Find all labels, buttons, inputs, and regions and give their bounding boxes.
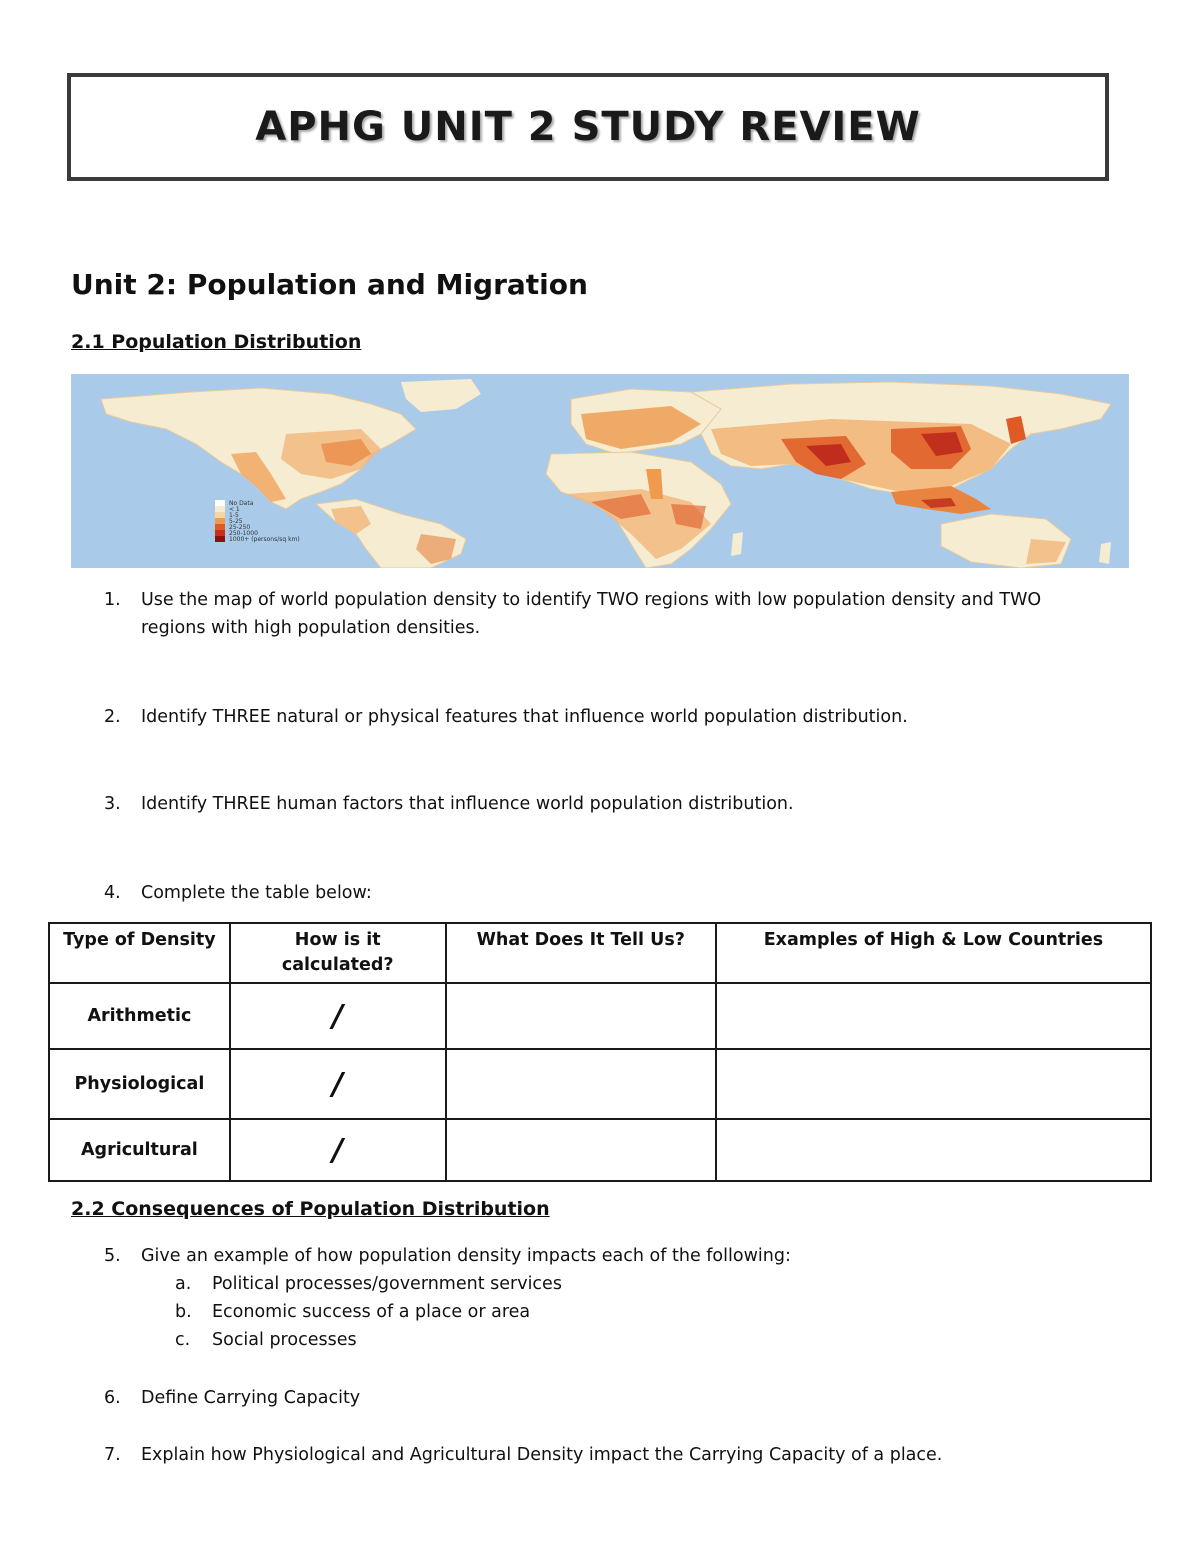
header-calculation: How is it calculated? [230, 923, 446, 983]
meaning-cell[interactable] [446, 983, 716, 1049]
fraction-slash: / [332, 1132, 344, 1168]
question-number: 6. [104, 1388, 121, 1408]
question-4 [104, 879, 1104, 907]
examples-cell[interactable] [716, 983, 1151, 1049]
question-1 [104, 586, 1104, 642]
question-text: Explain how Physiological and Agricultural Density impact the Carrying Capacity of a place. [141, 1445, 943, 1465]
question-3 [104, 790, 1104, 818]
legend-label: 25-250 [229, 524, 251, 531]
row-type: Arithmetic [49, 983, 230, 1049]
meaning-cell[interactable] [446, 1049, 716, 1119]
table-header-row [49, 923, 1151, 983]
question-number: 7. [104, 1445, 121, 1465]
title-box [67, 73, 1109, 181]
map-graphic [71, 374, 1129, 568]
question-number: 5. [104, 1246, 121, 1266]
question-5 [104, 1242, 1104, 1270]
sub-letter: b. [175, 1302, 192, 1322]
question-text: Use the map of world population density to identify TWO regions with low population density and TWO regions with high population densities. [141, 590, 1042, 638]
table-row [49, 1049, 1151, 1119]
unit-heading: Unit 2: Population and Migration [71, 268, 588, 301]
legend-label: 250-1000 [229, 530, 258, 537]
world-population-density-map [71, 374, 1129, 568]
question-text: Define Carrying Capacity [141, 1388, 361, 1408]
sub-question-b [175, 1298, 530, 1326]
section-heading-2-1: 2.1 Population Distribution [71, 331, 362, 353]
question-7 [104, 1441, 1104, 1469]
question-text: Give an example of how population density impacts each of the following: [141, 1246, 791, 1266]
sub-text: Social processes [212, 1330, 357, 1350]
sub-text: Political processes/government services [212, 1274, 562, 1294]
fraction-slash: / [332, 1066, 344, 1102]
legend-label: No Data [229, 500, 254, 507]
question-text: Complete the table below: [141, 883, 372, 903]
question-number: 2. [104, 707, 121, 727]
legend-label: 5-25 [229, 518, 243, 525]
sub-letter: c. [175, 1330, 191, 1350]
sub-text: Economic success of a place or area [212, 1302, 531, 1322]
sub-question-a [175, 1270, 562, 1298]
document-title: APHG UNIT 2 STUDY REVIEW [255, 104, 921, 150]
fraction-slash: / [332, 998, 344, 1034]
legend-label: 1-5 [229, 512, 239, 519]
calc-cell[interactable] [230, 1049, 446, 1119]
header-type: Type of Density [49, 923, 230, 983]
density-table [48, 922, 1152, 1182]
question-number: 4. [104, 883, 121, 903]
table-row [49, 983, 1151, 1049]
legend-label: < 1 [229, 506, 240, 513]
sub-question-c [175, 1326, 357, 1354]
sub-letter: a. [175, 1274, 192, 1294]
table-row [49, 1119, 1151, 1181]
question-number: 1. [104, 590, 121, 610]
question-text: Identify THREE human factors that influence world population distribution. [141, 794, 794, 814]
meaning-cell[interactable] [446, 1119, 716, 1181]
legend-label: 1000+ (persons/sq km) [229, 536, 300, 543]
row-type: Agricultural [49, 1119, 230, 1181]
header-examples: Examples of High & Low Countries [716, 923, 1151, 983]
header-meaning: What Does It Tell Us? [446, 923, 716, 983]
question-text: Identify THREE natural or physical features that influence world population distribution. [141, 707, 908, 727]
calc-cell[interactable] [230, 1119, 446, 1181]
row-type: Physiological [49, 1049, 230, 1119]
question-2 [104, 703, 1104, 731]
section-heading-2-2: 2.2 Consequences of Population Distribution [71, 1198, 550, 1220]
question-number: 3. [104, 794, 121, 814]
calc-cell[interactable] [230, 983, 446, 1049]
question-6 [104, 1384, 1104, 1412]
examples-cell[interactable] [716, 1119, 1151, 1181]
examples-cell[interactable] [716, 1049, 1151, 1119]
